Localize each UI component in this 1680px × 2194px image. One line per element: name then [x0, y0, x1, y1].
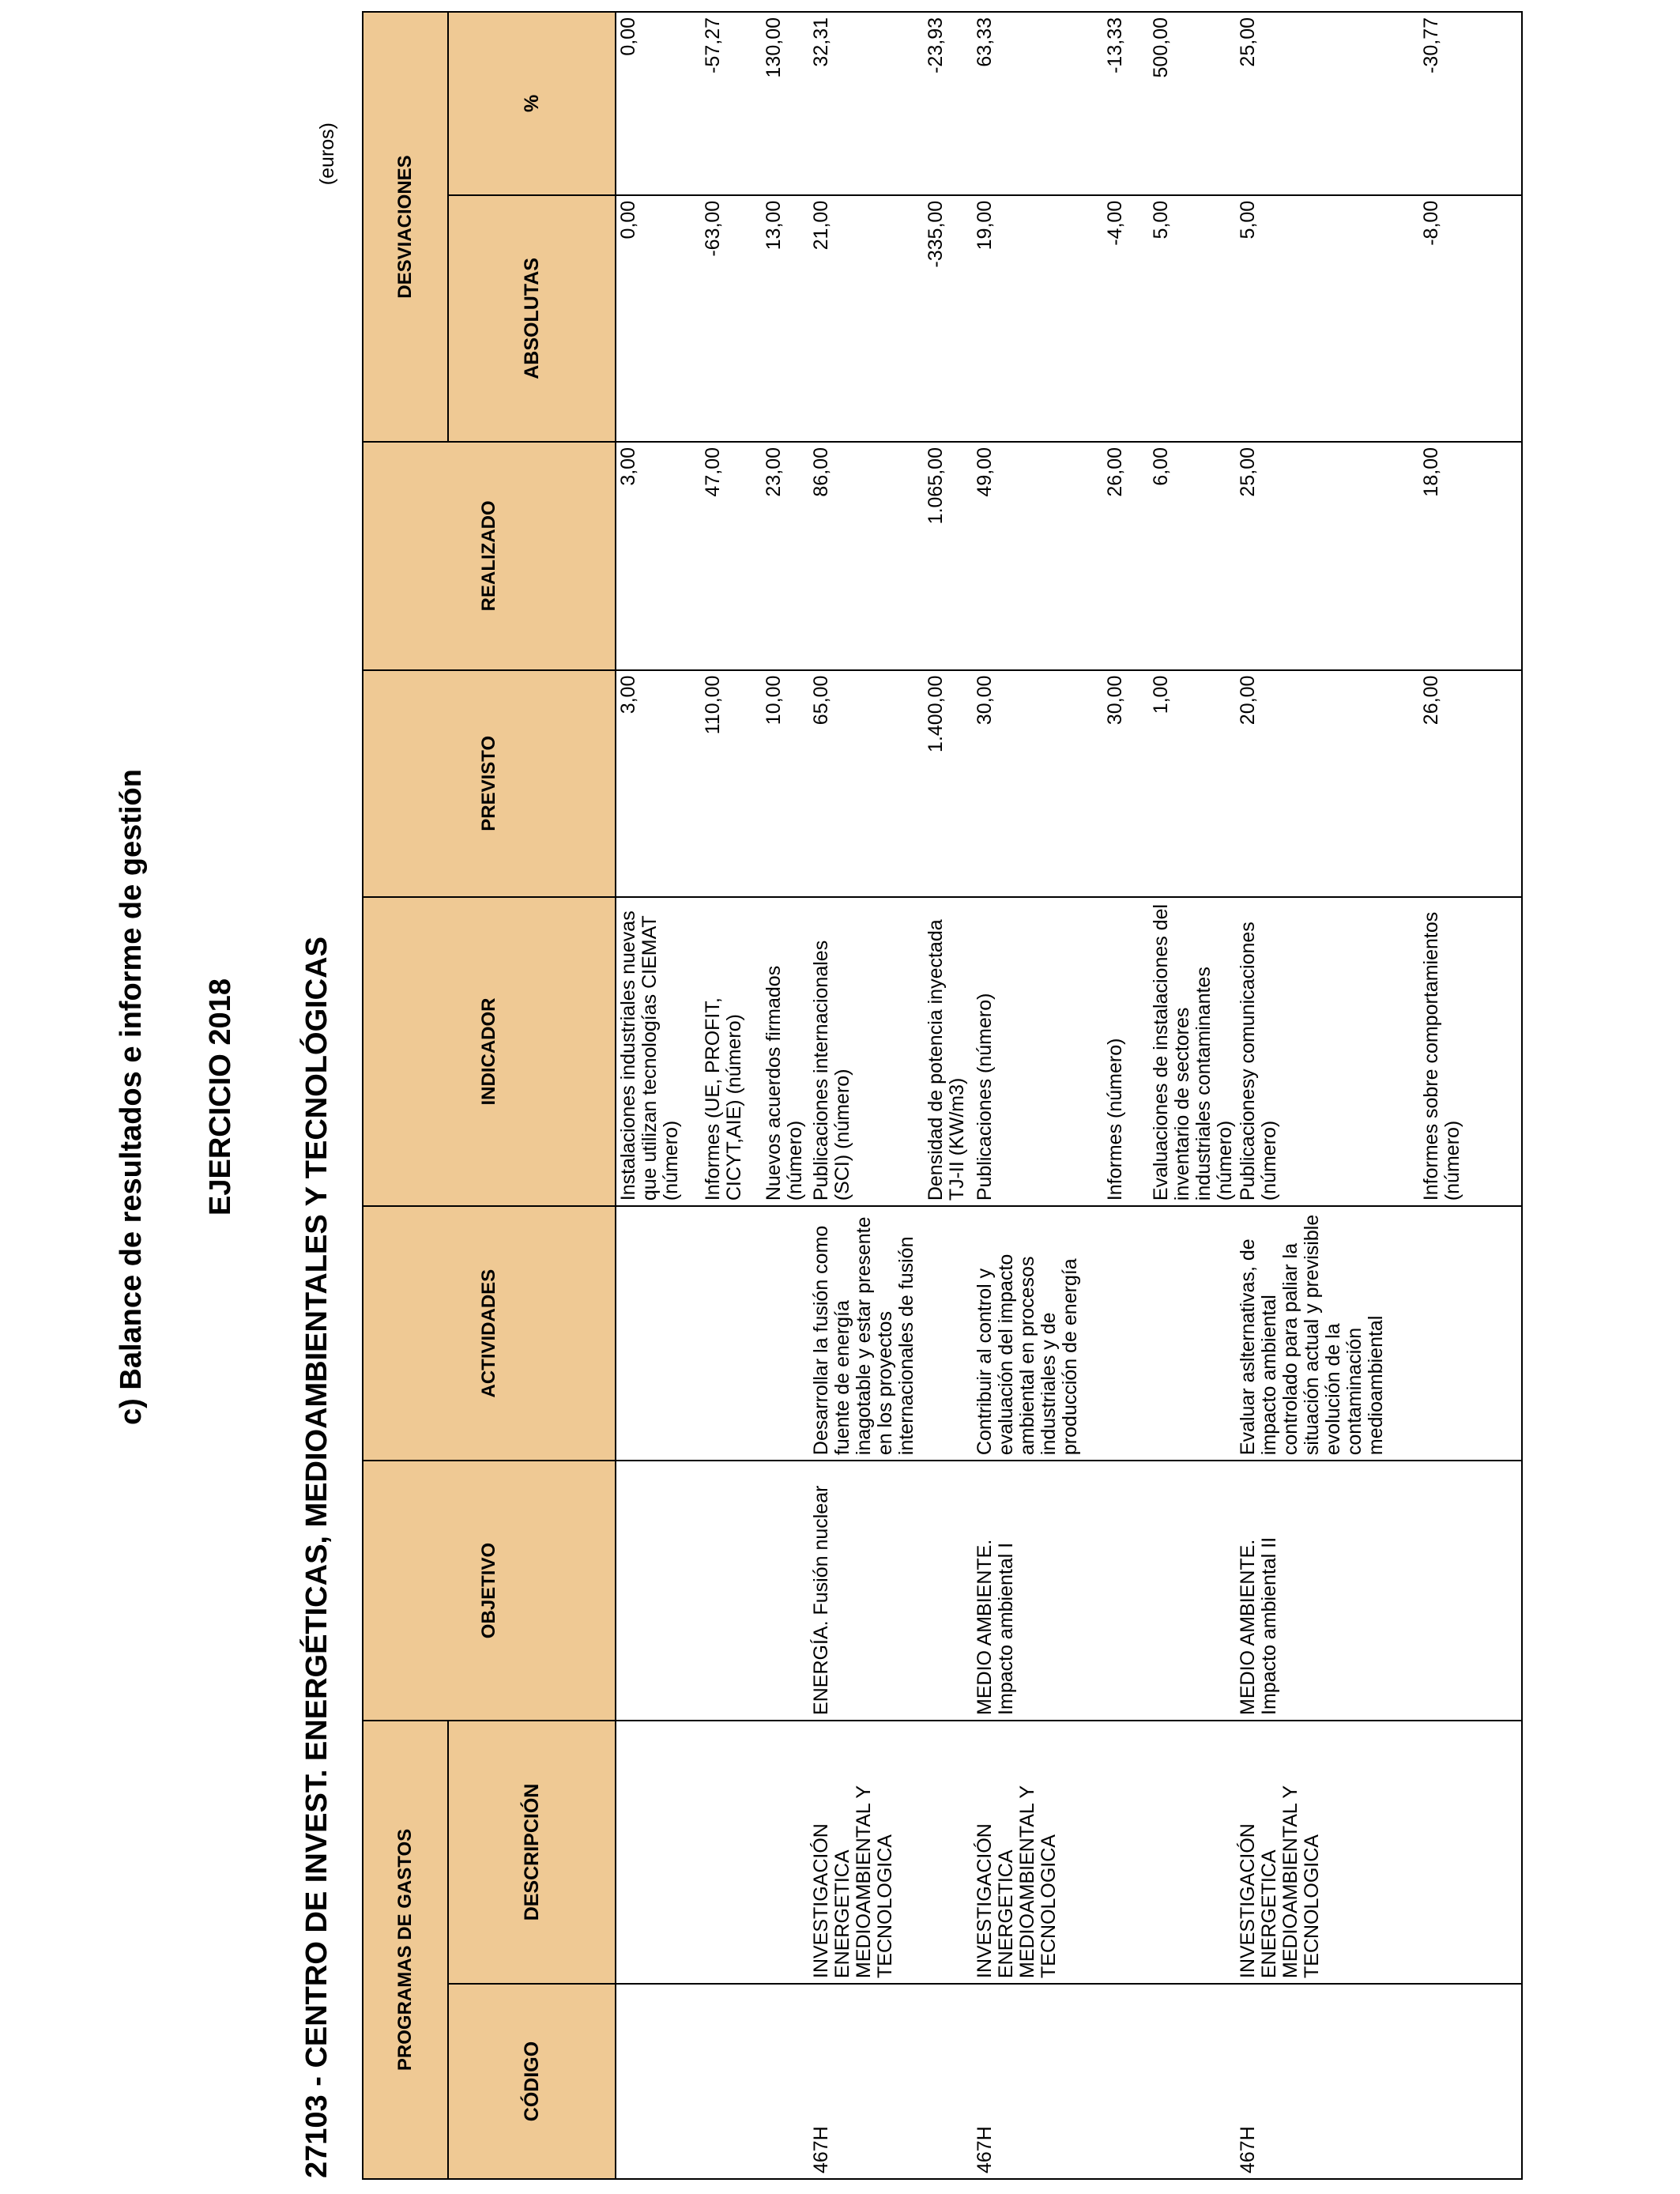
cell-realizado: 47,00: [701, 442, 762, 670]
cell-realizado: 86,00: [809, 442, 924, 670]
cell-realizado: 25,00: [1236, 442, 1419, 670]
cell-objetivo: [1419, 1461, 1522, 1721]
cell-porcentaje: 500,00: [1149, 12, 1236, 195]
cell-realizado: 3,00: [616, 442, 701, 670]
header-realizado: REALIZADO: [363, 442, 616, 670]
cell-porcentaje: -30,77: [1419, 12, 1522, 195]
cell-objetivo: [616, 1461, 701, 1721]
cell-absolutas: -4,00: [1103, 195, 1149, 442]
cell-porcentaje: 25,00: [1236, 12, 1419, 195]
cell-absolutas: -63,00: [701, 195, 762, 442]
cell-previsto: 110,00: [701, 670, 762, 897]
cell-objetivo: [1103, 1461, 1149, 1721]
cell-objetivo: MEDIO AMBIENTE. Impacto ambiental II: [1236, 1461, 1419, 1721]
cell-indicador: Densidad de potencia inyectada TJ-II (KW/m3): [924, 897, 973, 1206]
cell-absolutas: 0,00: [616, 195, 701, 442]
cell-codigo: 467H: [1236, 1984, 1419, 2179]
cell-objetivo: MEDIO AMBIENTE. Impacto ambiental I: [973, 1461, 1103, 1721]
cell-absolutas: 21,00: [809, 195, 924, 442]
header-descripcion: DESCRIPCIÓN: [448, 1721, 616, 1984]
cell-previsto: 65,00: [809, 670, 924, 897]
cell-descripcion: [1419, 1721, 1522, 1984]
exercise-title: EJERCICIO 2018: [204, 978, 237, 1216]
cell-indicador: Informes (número): [1103, 897, 1149, 1206]
cell-descripcion: [762, 1721, 809, 1984]
cell-indicador: Publicacionesy comunicaciones (número): [1236, 897, 1419, 1206]
header-actividades: ACTIVIDADES: [363, 1206, 616, 1461]
cell-previsto: 30,00: [973, 670, 1103, 897]
cell-codigo: [924, 1984, 973, 2179]
cell-previsto: 3,00: [616, 670, 701, 897]
cell-actividades: [762, 1206, 809, 1461]
table-row: [1236, 12, 1419, 2179]
cell-objetivo: [701, 1461, 762, 1721]
cell-previsto: 30,00: [1103, 670, 1149, 897]
cell-realizado: 1.065,00: [924, 442, 973, 670]
units-label: (euros): [316, 123, 338, 186]
cell-actividades: Desarrollar la fusión como fuente de energía inagotable y estar presente en los proyectos internacionales de fusión: [809, 1206, 924, 1461]
header-porcentaje: %: [448, 12, 616, 195]
header-previsto: PREVISTO: [363, 670, 616, 897]
cell-descripcion: [616, 1721, 701, 1984]
table-row: [1419, 12, 1522, 2179]
header-absolutas: ABSOLUTAS: [448, 195, 616, 442]
cell-objetivo: [1149, 1461, 1236, 1721]
cell-actividades: Evaluar aslternativas, de impacto ambiental controlado para paliar la situación actual y previsible evolución de la contaminación medioambiental: [1236, 1206, 1419, 1461]
cell-indicador: Publicaciones (número): [973, 897, 1103, 1206]
cell-descripcion: INVESTIGACIÓN ENERGETICA MEDIOAMBIENTAL Y TECNOLOGICA: [809, 1721, 924, 1984]
cell-codigo: [701, 1984, 762, 2179]
cell-codigo: [762, 1984, 809, 2179]
cell-actividades: [924, 1206, 973, 1461]
cell-porcentaje: 0,00: [616, 12, 701, 195]
table-row: [809, 12, 924, 2179]
cell-absolutas: 5,00: [1149, 195, 1236, 442]
cell-indicador: Evaluaciones de instalaciones del inventario de sectores industriales contaminantes (número): [1149, 897, 1236, 1206]
table-row: [924, 12, 973, 2179]
cell-descripcion: INVESTIGACIÓN ENERGETICA MEDIOAMBIENTAL Y TECNOLOGICA: [973, 1721, 1103, 1984]
cell-actividades: [616, 1206, 701, 1461]
cell-absolutas: 5,00: [1236, 195, 1419, 442]
cell-porcentaje: -23,93: [924, 12, 973, 195]
cell-descripcion: [1103, 1721, 1149, 1984]
cell-previsto: 1,00: [1149, 670, 1236, 897]
header-desviaciones-group: DESVIACIONES: [363, 12, 448, 442]
cell-actividades: Contribuir al control y evaluación del impacto ambiental en procesos industriales y de producción de energía: [973, 1206, 1103, 1461]
header-objetivo: OBJETIVO: [363, 1461, 616, 1721]
cell-indicador: Instalaciones industriales nuevas que utilizan tecnologías CIEMAT (número): [616, 897, 701, 1206]
cell-absolutas: 19,00: [973, 195, 1103, 442]
header-programas-group: PROGRAMAS DE GASTOS: [363, 1721, 448, 2179]
cell-previsto: 26,00: [1419, 670, 1522, 897]
cell-codigo: [1149, 1984, 1236, 2179]
header-codigo: CÓDIGO: [448, 1984, 616, 2179]
cell-previsto: 10,00: [762, 670, 809, 897]
cell-objetivo: [762, 1461, 809, 1721]
entity-title: 27103 - CENTRO DE INVEST. ENERGÉTICAS, MEDIOAMBIENTALES Y TECNOLÓGICAS: [300, 937, 333, 2178]
cell-descripcion: INVESTIGACIÓN ENERGETICA MEDIOAMBIENTAL Y TECNOLOGICA: [1236, 1721, 1419, 1984]
cell-indicador: Informes sobre comportamientos (número): [1419, 897, 1522, 1206]
cell-descripcion: [701, 1721, 762, 1984]
cell-realizado: 6,00: [1149, 442, 1236, 670]
cell-codigo: [1103, 1984, 1149, 2179]
cell-objetivo: ENERGÍA. Fusión nuclear: [809, 1461, 924, 1721]
cell-descripcion: [924, 1721, 973, 1984]
cell-absolutas: -8,00: [1419, 195, 1522, 442]
table-row: [1103, 12, 1149, 2179]
section-title: c) Balance de resultados e informe de gestión: [115, 769, 148, 1425]
cell-indicador: Informes (UE, PROFIT, CICYT,AIE) (número): [701, 897, 762, 1206]
cell-codigo: [616, 1984, 701, 2179]
cell-actividades: [1103, 1206, 1149, 1461]
table-row: [701, 12, 762, 2179]
table-body: [616, 12, 1522, 2179]
table-row: [616, 12, 701, 2179]
cell-porcentaje: -13,33: [1103, 12, 1149, 195]
table-row: [1149, 12, 1236, 2179]
cell-previsto: 1.400,00: [924, 670, 973, 897]
cell-realizado: 18,00: [1419, 442, 1522, 670]
cell-porcentaje: 130,00: [762, 12, 809, 195]
cell-indicador: Nuevos acuerdos firmados (número): [762, 897, 809, 1206]
header-indicador: INDICADOR: [363, 897, 616, 1206]
cell-porcentaje: -57,27: [701, 12, 762, 195]
cell-previsto: 20,00: [1236, 670, 1419, 897]
cell-absolutas: -335,00: [924, 195, 973, 442]
cell-codigo: 467H: [809, 1984, 924, 2179]
cell-descripcion: [1149, 1721, 1236, 1984]
cell-codigo: 467H: [973, 1984, 1103, 2179]
cell-porcentaje: 63,33: [973, 12, 1103, 195]
cell-absolutas: 13,00: [762, 195, 809, 442]
table-row: [973, 12, 1103, 2179]
cell-codigo: [1419, 1984, 1522, 2179]
cell-realizado: 26,00: [1103, 442, 1149, 670]
results-table: [362, 11, 1523, 2180]
cell-porcentaje: 32,31: [809, 12, 924, 195]
cell-actividades: [1149, 1206, 1236, 1461]
table-row: [762, 12, 809, 2179]
cell-objetivo: [924, 1461, 973, 1721]
cell-actividades: [1419, 1206, 1522, 1461]
cell-indicador: Publicaciones internacionales (SCI) (número): [809, 897, 924, 1206]
cell-realizado: 49,00: [973, 442, 1103, 670]
cell-realizado: 23,00: [762, 442, 809, 670]
cell-actividades: [701, 1206, 762, 1461]
